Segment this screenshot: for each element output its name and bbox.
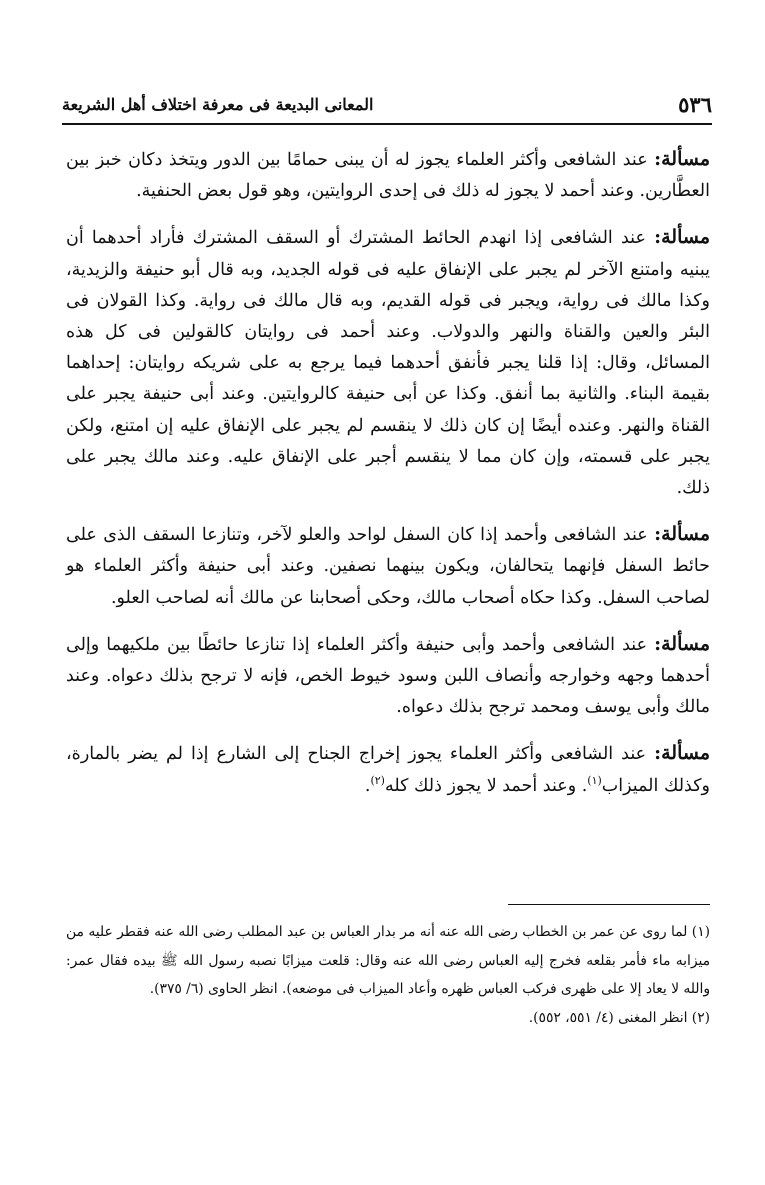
footnote-1: (١) لما روى عن عمر بن الخطاب رضى الله عنه أنه مر بدار العباس بن عبد المطلب رضى الله عنه فقطر عليه من ميزابه ماء فأمر بقلعه فخرج إليه العباس رضى الله عنه وقال: قلعت ميزابًا نصبه رسول الله ﷺ بيده فقال عمر: والله لا يعاد إلا على ظهرى فركب العباس ظهره وأعاد الميزاب فى موضعه). انظر الحاوى (٦/ ٣٧٥). [66, 924, 710, 997]
footnote-separator [508, 904, 710, 905]
paragraph-4 [66, 629, 710, 724]
paragraph-text: عند الشافعى وأحمد إذا كان السفل لواحد والعلو لآخر، وتنازعا السقف الذى على حائط السفل فإنهما يتحالفان، ويكون بينهما نصفين. وعند أبى حنيفة وأكثر العلماء هو لصاحب السفل. وكذا حكاه أصحاب مالك، وحكى أصحابنا عن مالك أنه لصاحب العلو. [66, 525, 710, 608]
issue-label: مسألة: [654, 632, 710, 655]
issue-label: مسألة: [654, 523, 710, 546]
main-text [66, 144, 710, 817]
page-number: ٥٣٦ [678, 92, 712, 117]
paragraph-5 [66, 738, 710, 801]
footnote-2: (٢) انظر المغنى (٤/ ٥٥١، ٥٥٢). [528, 1009, 710, 1026]
paragraph-text: . [364, 775, 371, 796]
header-rule [62, 123, 712, 125]
page-header [62, 92, 712, 128]
paragraph-1 [66, 144, 710, 207]
paragraph-text: عند الشافعى إذا انهدم الحائط المشترك أو السقف المشترك فأراد أحدهما أن يبنيه وامتنع الآخر لم يجبر على الإنفاق عليه فى قوله الجديد، وبه قال أبو حنيفة والزيدية، وكذا مالك فى رواية، ويجبر فى قوله القديم، وبه قال مالك فى رواية. وكذا القولان فى البئر والعين والقناة والنهر والدولاب. وعند أحمد فى روايتان كالقولين فى كل هذه المسائل، وقال: إذا قلنا يجبر فأنفق أحدهما فيما يرجع به على شريكه روايتان: إحداهما بقيمة البناء. والثانية بما أنفق. وكذا عن أبى حنيفة كالروايتين. وعند أبى حنيفة يجبر على القناة والنهر. وعنده أيضًا إن كان ذلك لا ينقسم لم يجبر على الإنفاق عليه إن امتنع، ولكن يجبر على قسمته، وإن كان مما لا ينقسم أجبر على الإنفاق عليه. وعند مالك يجبر على ذلك. [66, 228, 710, 499]
footnote-ref-2: (٢) [370, 773, 385, 787]
running-title: المعانى البديعة فى معرفة اختلاف أهل الشريعة [62, 95, 374, 114]
footnotes [66, 918, 710, 1032]
issue-label: مسألة: [654, 226, 710, 249]
paragraph-2 [66, 222, 710, 504]
issue-label: مسألة: [654, 148, 710, 170]
paragraph-text: عند الشافعى وأكثر العلماء يجوز له أن يبنى حمامًا بين الدور ويتخذ دكان خبز بين العطَّارين. وعند أحمد لا يجوز له ذلك فى إحدى الروايتين، وهو قول بعض الحنفية. [66, 150, 710, 202]
issue-label: مسألة: [654, 742, 710, 765]
paragraph-text: . وعند أحمد لا يجوز ذلك كله [384, 775, 588, 796]
paragraph-text: عند الشافعى وأحمد وأبى حنيفة وأكثر العلماء إذا تنازعا حائطًا بين ملكيهما وإلى أحدهما وجهه وخوارجه وأنصاف اللبن وسود خيوط الخص، فإنه لا ترجح بذلك دعواه. وعند مالك وأبى يوسف ومحمد ترجح بذلك دعواه. [66, 634, 710, 718]
footnote-ref-1: (١) [587, 773, 602, 787]
paragraph-3 [66, 519, 710, 614]
paragraph-text: عند الشافعى وأكثر العلماء يجوز إخراج الجناح إلى الشارع إذا لم يضر بالمارة، وكذلك الميزاب [66, 744, 710, 796]
